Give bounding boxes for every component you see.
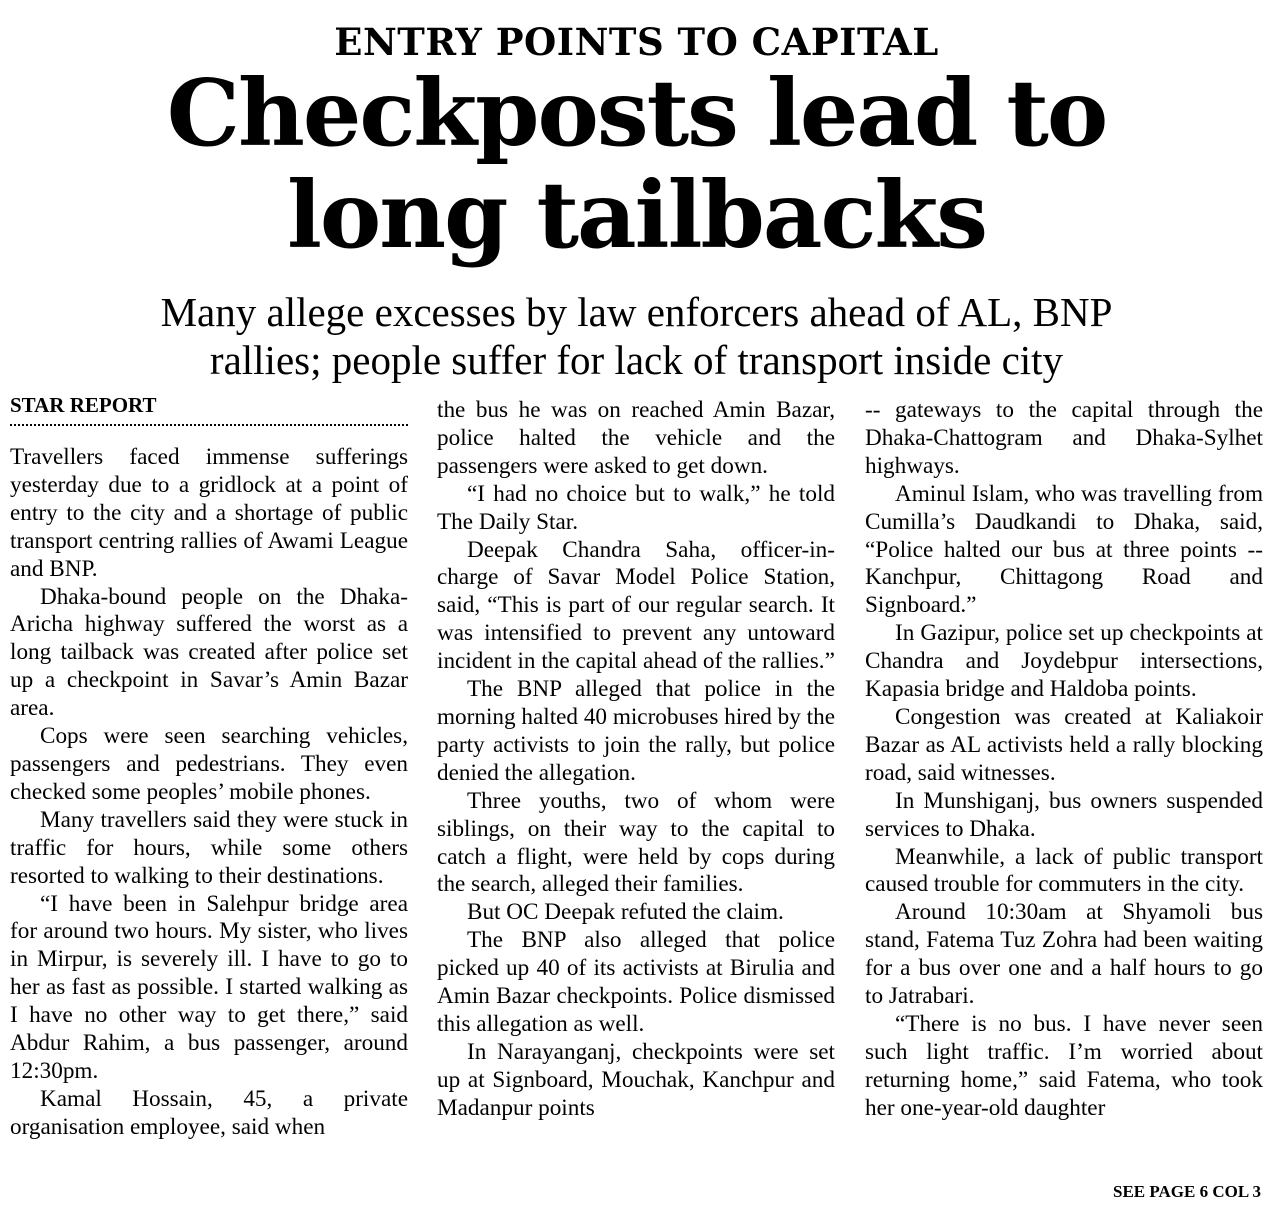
paragraph: In Gazipur, police set up checkpoints at Chandra and Joydebpur intersections, Kapasia bridge and Haldoba points. (865, 620, 1263, 703)
article-column-3 (865, 397, 1263, 1179)
paragraph: “I have been in Salehpur bridge area for around two hours. My sister, who lives in Mirpur, is severely ill. I have to go to her as fast as possible. I started walking as I have no other way to get there,” said Abdur Rahim, a bus passenger, around 12:30pm. (10, 890, 408, 1084)
paragraph: The BNP alleged that police in the morning halted 40 microbuses hired by the party activists to join the rally, but police denied the allegation. (437, 676, 835, 786)
paragraph: Deepak Chandra Saha, officer-in-charge of Savar Model Police Station, said, “This is part of our regular search. It was intensified to prevent any untoward incident in the capital ahead of the rallies.” (437, 536, 835, 675)
paragraph: In Munshiganj, bus owners suspended services to Dhaka. (865, 787, 1263, 842)
kicker: ENTRY POINTS TO CAPITAL (334, 20, 939, 64)
subheadline-line-2: rallies; people suffer for lack of transport inside city (209, 337, 1064, 383)
paragraph: -- gateways to the capital through the Dhaka-Chattogram and Dhaka-Sylhet highways. (865, 397, 1263, 479)
paragraph: Meanwhile, a lack of public transport caused trouble for commuters in the city. (865, 843, 1263, 898)
headline-line-2: long tailbacks (286, 161, 987, 269)
article-column-1 (10, 444, 408, 1199)
paragraph: Congestion was created at Kaliakoir Bazar as AL activists held a rally blocking road, said witnesses. (865, 703, 1263, 786)
paragraph: Aminul Islam, who was travelling from Cumilla’s Daudkandi to Dhaka, said, “Police halted our bus at three points -- Kanchpur, Chittagong Road and Signboard.” (865, 480, 1263, 619)
paragraph: “There is no bus. I have never seen such light traffic. I’m worried about returning home,” said Fatema, who took her one-year-old daughter (865, 1010, 1263, 1121)
paragraph: Cops were seen searching vehicles, passengers and pedestrians. They even checked some peoples’ mobile phones. (10, 723, 408, 805)
paragraph: Around 10:30am at Shyamoli bus stand, Fatema Tuz Zohra had been waiting for a bus over one and a half hours to go to Jatrabari. (865, 899, 1263, 1010)
paragraph: Many travellers said they were stuck in traffic for hours, while some others resorted to walking to their destinations. (10, 806, 408, 889)
headline-line-1: Checkposts lead to (166, 59, 1107, 167)
paragraph: But OC Deepak refuted the claim. (467, 899, 784, 926)
paragraph: “I had no choice but to walk,” he told The Daily Star. (437, 480, 835, 535)
paragraph: the bus he was on reached Amin Bazar, police halted the vehicle and the passengers were asked to get down. (437, 397, 835, 479)
article-column-2 (437, 397, 835, 1205)
paragraph: Travellers faced immense sufferings yesterday due to a gridlock at a point of entry to the city and a shortage of public transport centring rallies of Awami League and BNP. (10, 444, 408, 582)
paragraph: The BNP also alleged that police picked up 40 of its activists at Birulia and Amin Bazar checkpoints. Police dismissed this allegation as well. (437, 927, 835, 1037)
paragraph: Three youths, two of whom were siblings, on their way to the capital to catch a flight, were held by cops during the search, alleged their families. (437, 787, 835, 898)
jump-line: SEE PAGE 6 COL 3 (1113, 1182, 1261, 1201)
paragraph: Dhaka-bound people on the Dhaka-Aricha highway suffered the worst as a long tailback was created after police set up a checkpoint in Savar’s Amin Bazar area. (10, 583, 408, 722)
headline (0, 59, 1273, 269)
subheadline-line-1: Many allege excesses by law enforcers ahead of AL, BNP (160, 289, 1113, 335)
paragraph: In Narayanganj, checkpoints were set up at Signboard, Mouchak, Kanchpur and Madanpur points (437, 1038, 835, 1121)
subheadline (0, 288, 1273, 384)
byline: STAR REPORT (10, 392, 408, 426)
paragraph: Kamal Hossain, 45, a private organisation employee, said when (10, 1085, 408, 1140)
